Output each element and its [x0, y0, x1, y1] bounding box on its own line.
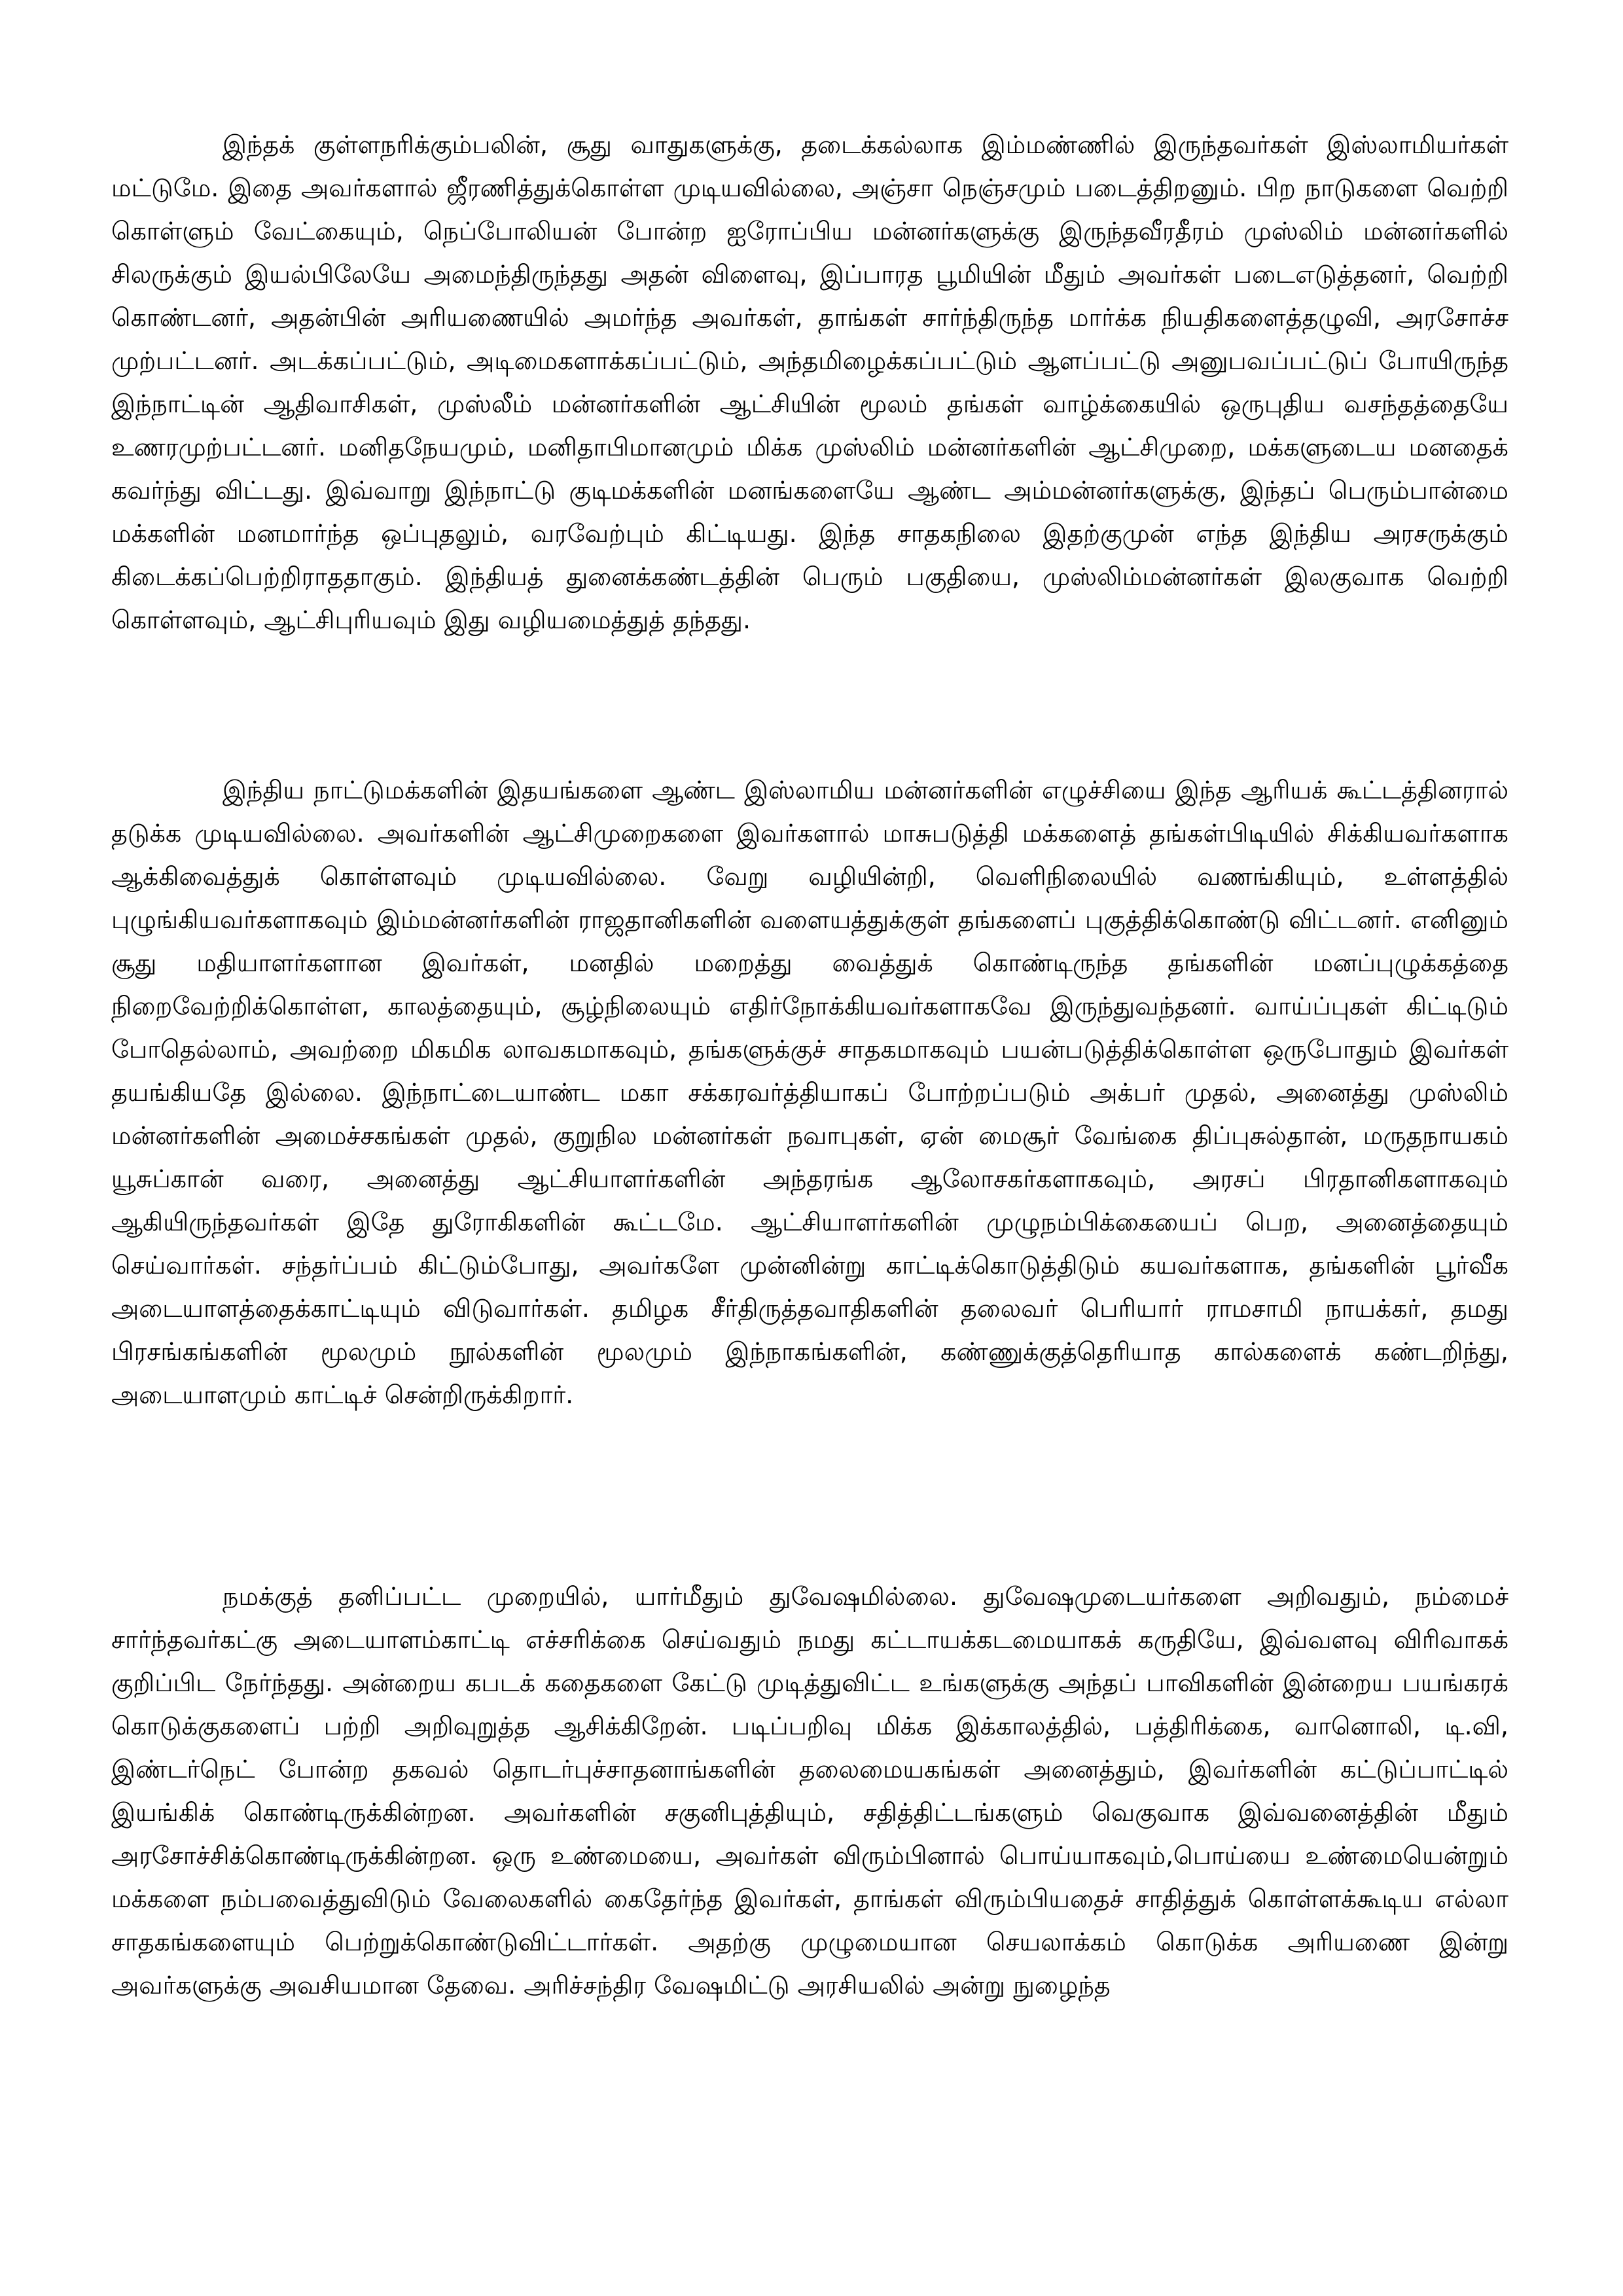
body-paragraph-3	[111, 1575, 1508, 2007]
paragraph-text: நமக்குத் தனிப்பட்ட முறையில், யார்மீதும் துவேஷமில்லை. துவேஷமுடையர்களை அறிவதும், நம்மைச் சார்ந்தவர்கட்கு அடையாளம்காட்டி எச்சரிக்கை செய்வதும் நமது கட்டாயக்கடமையாகக் கருதியே, இவ்வளவு விரிவாகக் குறிப்பிட நேர்ந்தது. அன்றைய கபடக் கதைகளை கேட்டு முடித்துவிட்ட உங்களுக்கு அந்தப் பாவிகளின் இன்றைய பயங்கரக் கொடுக்குகளைப் பற்றி அறிவுறுத்த ஆசிக்கிறேன். படிப்பறிவு மிக்க இக்காலத்தில், பத்திரிக்கை, வானொலி, டி.வி, இண்டர்நெட் போன்ற தகவல் தொடர்புச்சாதனாங்களின் தலைமையகங்கள் அனைத்தும், இவர்களின் கட்டுப்பாட்டில் இயங்கிக் கொண்டிருக்கின்றன. அவர்களின் சகுனிபுத்தியும், சதித்திட்டங்களும் வெகுவாக இவ்வனைத்தின் மீதும் அரசோச்சிக்கொண்டிருக்கின்றன. ஒரு உண்மையை, அவர்கள் விரும்பினால் பொய்யாகவும்,பொய்யை உண்மையென்றும் மக்களை நம்பவைத்துவிடும் வேலைகளில் கைதேர்ந்த இவர்கள், தாங்கள் விரும்பியதைச் சாதித்துக் கொள்ளக்கூடிய எல்லா சாதகங்களையும் பெற்றுக்கொண்டுவிட்டார்கள். அதற்கு முழுமையான செயலாக்கம் கொடுக்க அரியணை இன்று அவர்களுக்கு அவசியமான தேவை. அரிச்சந்திர வேஷமிட்டு அரசியலில் அன்று நுழைந்த	[111, 1582, 1508, 2000]
body-paragraph-2	[111, 768, 1508, 1416]
body-paragraph-1	[111, 123, 1508, 641]
paragraph-text: இந்திய நாட்டுமக்களின் இதயங்களை ஆண்ட இஸ்லாமிய மன்னர்களின் எழுச்சியை இந்த ஆரியக் கூட்டத்தினரால் தடுக்க முடியவில்லை. அவர்களின் ஆட்சிமுறைகளை இவர்களால் மாசுபடுத்தி மக்களைத் தங்கள்பிடியில் சிக்கியவர்களாக ஆக்கிவைத்துக் கொள்ளவும் முடியவில்லை. வேறு வழியின்றி, வெளிநிலையில் வணங்கியும், உள்ளத்தில் புழுங்கியவர்களாகவும் இம்மன்னர்களின் ராஜதானிகளின் வளையத்துக்குள் தங்களைப் புகுத்திக்கொண்டு விட்டனர். எனினும் சூது மதியாளர்களான இவர்கள், மனதில் மறைத்து வைத்துக் கொண்டிருந்த தங்களின் மனப்புழுக்கத்தை நிறைவேற்றிக்கொள்ள, காலத்தையும், சூழ்நிலையும் எதிர்நோக்கியவர்களாகவே இருந்துவந்தனர். வாய்ப்புகள் கிட்டிடும் போதெல்லாம், அவற்றை மிகமிக லாவகமாகவும், தங்களுக்குச் சாதகமாகவும் பயன்படுத்திக்கொள்ள ஒருபோதும் இவர்கள் தயங்கியதே இல்லை. இந்நாட்டையாண்ட மகா சக்கரவர்த்தியாகப் போற்றப்படும் அக்பர் முதல், அனைத்து முஸ்லிம் மன்னர்களின் அமைச்சகங்கள் முதல், குறுநில மன்னர்கள் நவாபுகள், ஏன் மைசூர் வேங்கை திப்புசுல்தான், மருதநாயகம் யூசுப்கான் வரை, அனைத்து ஆட்சியாளர்களின் அந்தரங்க ஆலோசகர்களாகவும், அரசப் பிரதானிகளாகவும் ஆகியிருந்தவர்கள் இதே துரோகிகளின் கூட்டமே. ஆட்சியாளர்களின் முழுநம்பிக்கையைப் பெற, அனைத்தையும் செய்வார்கள். சந்தர்ப்பம் கிட்டும்போது, அவர்களே முன்னின்று காட்டிக்கொடுத்திடும் கயவர்களாக, தங்களின் பூர்வீக அடையாளத்தைக்காட்டியும் விடுவார்கள். தமிழக சீர்திருத்தவாதிகளின் தலைவர் பெரியார் ராமசாமி நாயக்கர், தமது பிரசங்கங்களின் மூலமும் நூல்களின் மூலமும் இந்நாகங்களின், கண்ணுக்குத்தெரியாத கால்களைக் கண்டறிந்து, அடையாளமும் காட்டிச் சென்றிருக்கிறார்.	[111, 776, 1508, 1409]
paragraph-text: இந்தக் குள்ளநரிக்கும்பலின், சூது வாதுகளுக்கு, தடைக்கல்லாக இம்மண்ணில் இருந்தவர்கள் இஸ்லாமியர்கள் மட்டுமே. இதை அவர்களால் ஜீரணித்துக்கொள்ள முடியவில்லை, அஞ்சா நெஞ்சமும் படைத்திறனும். பிற நாடுகளை வெற்றி கொள்ளும் வேட்கையும், நெப்போலியன் போன்ற ஐரோப்பிய மன்னர்களுக்கு இருந்தவீரதீரம் முஸ்லிம் மன்னர்களில் சிலருக்கும் இயல்பிலேயே அமைந்திருந்தது அதன் விளைவு, இப்பாரத பூமியின் மீதும் அவர்கள் படைஎடுத்தனர், வெற்றி கொண்டனர், அதன்பின் அரியணையில் அமர்ந்த அவர்கள், தாங்கள் சார்ந்திருந்த மார்க்க நியதிகளைத்தழுவி, அரசோச்ச முற்பட்டனர். அடக்கப்பட்டும், அடிமைகளாக்கப்பட்டும், அந்தமிழைக்கப்பட்டும் ஆளப்பட்டு அனுபவப்பட்டுப் போயிருந்த இந்நாட்டின் ஆதிவாசிகள், முஸ்லீம் மன்னர்களின் ஆட்சியின் மூலம் தங்கள் வாழ்க்கையில் ஒருபுதிய வசந்தத்தையே உணரமுற்பட்டனர். மனிதநேயமும், மனிதாபிமானமும் மிக்க முஸ்லிம் மன்னர்களின் ஆட்சிமுறை, மக்களுடைய மனதைக் கவர்ந்து விட்டது. இவ்வாறு இந்நாட்டு குடிமக்களின் மனங்களையே ஆண்ட அம்மன்னர்களுக்கு, இந்தப் பெரும்பான்மை மக்களின் மனமார்ந்த ஒப்புதலும், வரவேற்பும் கிட்டியது. இந்த சாதகநிலை இதற்குமுன் எந்த இந்திய அரசருக்கும் கிடைக்கப்பெற்றிராததாகும். இந்தியத் துனைக்கண்டத்தின் பெரும் பகுதியை, முஸ்லிம்மன்னர்கள் இலகுவாக வெற்றி கொள்ளவும், ஆட்சிபுரியவும் இது வழியமைத்துத் தந்தது.	[111, 130, 1508, 634]
